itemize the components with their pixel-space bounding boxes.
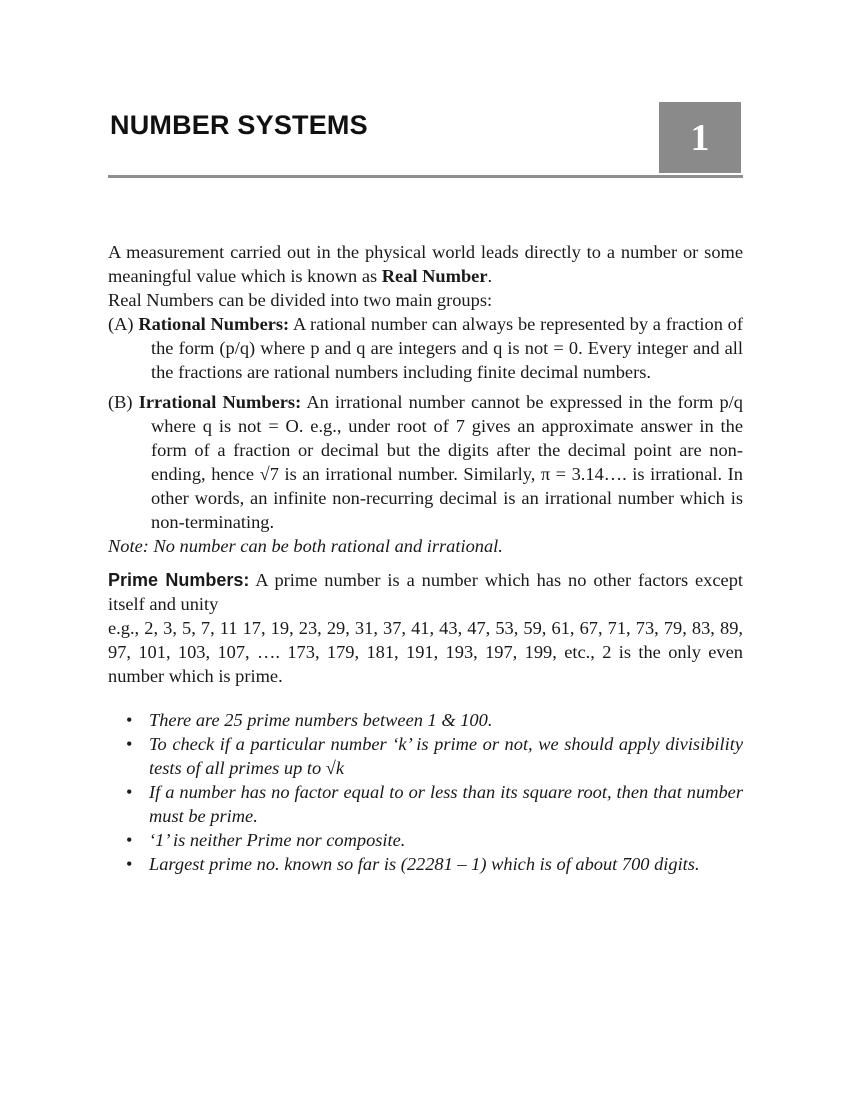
chapter-number-badge: 1 [659, 102, 741, 173]
group-text: A rational number can always be represented by a fraction of the form (p/q) where p and q are integers and q is not = 0. Every integer and all the fractions are rational numbers including finite decimal numbers. [151, 314, 743, 382]
prime-heading: Prime Numbers: [108, 570, 250, 590]
bullet-icon: • [126, 734, 133, 754]
group-marker: (B) [108, 392, 139, 412]
bullet-icon: • [126, 782, 133, 802]
list-item-text: If a number has no factor equal to or less than its square root, then that number must be prime. [149, 782, 743, 826]
page-content [108, 240, 743, 876]
group-marker: (A) [108, 314, 139, 334]
list-item [126, 828, 743, 852]
prime-examples: e.g., 2, 3, 5, 7, 11 17, 19, 23, 29, 31, 37, 41, 43, 47, 53, 59, 61, 67, 71, 73, 79, 83, 89, 97, 101, 103, 107, …. 173, 179, 181, 191, 193, 197, 199, etc., 2 is the only even number which is prime. [108, 618, 743, 686]
group-text: An irrational number cannot be expressed in the form p/q where q is not = O. e.g., under root of 7 gives an approximate answer in the form of a fraction or decimal but the digits after the decimal point are non-ending, hence √7 is an irrational number. Similarly, π = 3.14…. is irrational. In other words, an infinite non-recurring decimal is an irrational number which is non-terminating. [151, 392, 743, 532]
list-item [126, 708, 743, 732]
prime-text: A prime number is a number which has no other factors except itself and unity [108, 570, 744, 614]
prime-paragraph [108, 568, 743, 616]
intro-text-end: . [487, 266, 493, 286]
list-item [126, 780, 743, 828]
list-item-text: To check if a particular number ‘k’ is prime or not, we should apply divisibility tests of all primes up to √k [149, 734, 743, 778]
title-divider [108, 175, 743, 178]
group-heading: Irrational Numbers: [138, 392, 302, 412]
list-item-text: Largest prime no. known so far is (22281 – 1) which is of about 700 digits. [149, 854, 700, 874]
bullet-icon: • [126, 710, 133, 730]
intro-text: A measurement carried out in the physical world leads directly to a number or some meaningful value which is known as [108, 242, 743, 286]
intro-paragraph [108, 240, 743, 288]
list-item-text: There are 25 prime numbers between 1 & 100. [149, 710, 493, 730]
chapter-title: NUMBER SYSTEMS [110, 110, 368, 140]
prime-facts-list [108, 708, 743, 876]
list-item-text: ‘1’ is neither Prime nor composite. [149, 830, 406, 850]
list-item [126, 732, 743, 780]
group-irrational [108, 390, 743, 534]
bullet-icon: • [126, 830, 133, 850]
bullet-icon: • [126, 854, 133, 874]
note-text: Note: No number can be both rational and irrational. [108, 536, 503, 556]
groups-intro: Real Numbers can be divided into two main groups: [108, 290, 493, 310]
group-heading: Rational Numbers: [138, 314, 290, 334]
real-number-term: Real Number [381, 266, 488, 286]
group-rational [108, 312, 743, 384]
list-item [126, 852, 743, 876]
